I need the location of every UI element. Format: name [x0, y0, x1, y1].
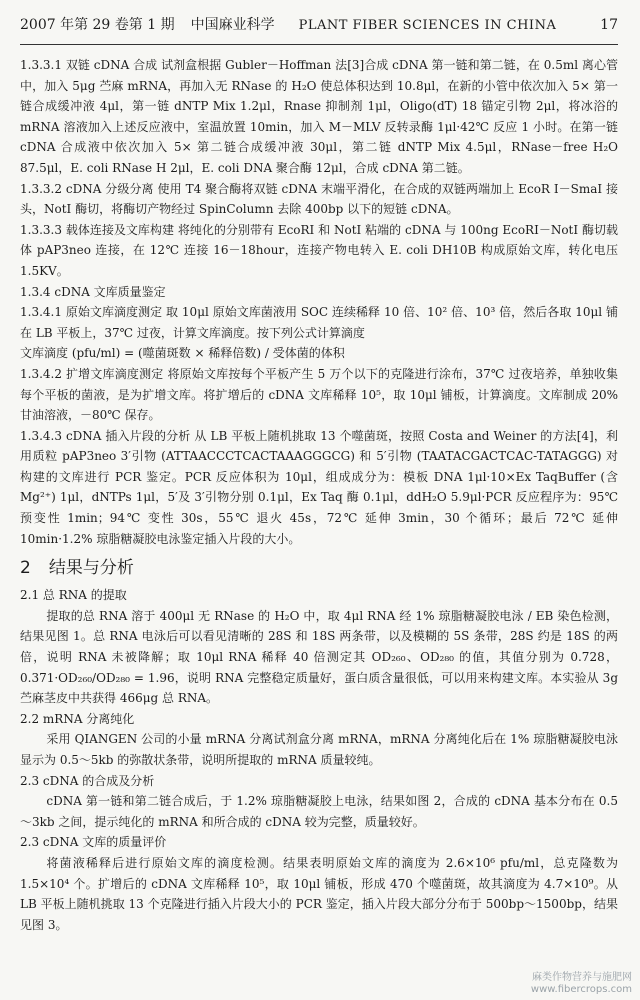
paragraph-23: cDNA 第一链和第二链合成后，于 1.2% 琼脂糖凝胶上电泳，结果如图 2，合成的 cDNA 基本分布在 0.5～3kb 之间，提示纯化的 mRNA 和所合成的 cDNA 较为完整，质量较好。	[20, 794, 618, 829]
heading-134: 1.3.4 cDNA 文库质量鉴定	[20, 284, 166, 299]
site-watermark	[531, 972, 632, 996]
paragraph-1333: 1.3.3.3 载体连接及文库构建 将纯化的分别带有 EcoRI 和 NotI 粘端的 cDNA 与 100ng EcoRI－NotI 酶切载体 pAP3neo 连接，在 12℃ 连接 16－18hour，连接产物电转入 E. coli DH10B 构成原始文库，转化电压 1.5KV。	[20, 222, 618, 278]
paragraph-22: 采用 QIANGEN 公司的小量 mRNA 分离试剂盒分离 mRNA，mRNA 分离纯化后在 1% 琼脂糖凝胶电泳显示为 0.5～5kb 的弥散状条带，说明所提取的 mRNA 质量较纯。	[20, 732, 618, 767]
article-body	[20, 55, 618, 935]
paragraph-1331: 1.3.3.1 双链 cDNA 合成 试剂盒根据 Gubler－Hoffman 法[3]合成 cDNA 第一链和第二链，在 0.5ml 离心管中，加入 5μg 苎麻 mRNA，再加入无 RNase 的 H₂O 使总体积达到 10.8μl，在新的小管中依次加入 5× 第一链合成缓冲液 4μl，第一链 dNTP Mix 1.2μl，Rnase 抑制剂 1μl，Oligo(dT) 18 锚定引物 2μl，将冰浴的 mRNA 溶液加入上述反应液中，室温放置 10min，加入 M－MLV 反转录酶 1μl·42℃ 反应 1 小时。在第一链 cDNA 合成液中依次加入 5× 第二链合成缓冲液 30μl，第二链 dNTP Mix 4.5μl，RNase－free H₂O 87.5μl，E. coli RNase H 2μl，E. coli DNA 聚合酶 12μl，合成 cDNA 第二链。	[20, 58, 618, 175]
journal-title-cn: 中国麻业科学	[190, 17, 275, 33]
paragraph-1332: 1.3.3.2 cDNA 分级分离 使用 T4 聚合酶将双链 cDNA 末端平滑化，在合成的双链两端加上 EcoR I－SmaI 接头，NotI 酶切，将酶切产物经过 SpinColumn 去除 400bp 以下的短链 cDNA。	[20, 181, 618, 217]
watermark-line-2: www.fibercrops.com	[530, 984, 632, 995]
paragraph-1341: 1.3.4.1 原始文库滴度测定 取 10μl 原始文库菌液用 SOC 连续稀释 10 倍、10² 倍、10³ 倍，然后各取 10μl 铺在 LB 平板上，37℃ 过夜，计算文库滴度。按下列公式计算滴度	[20, 305, 618, 340]
section-2-heading	[20, 557, 618, 579]
heading-22: 2.2 mRNA 分离纯化	[20, 711, 135, 726]
journal-title-en: PLANT FIBER SCIENCES IN CHINA	[298, 18, 557, 33]
titer-formula: 文库滴度 (pfu/ml) = (噬菌斑数 × 稀释倍数) / 受体菌的体积	[20, 346, 345, 361]
paragraph-1343: 1.3.4.3 cDNA 插入片段的分析 从 LB 平板上随机挑取 13 个噬菌斑，按照 Costa and Weiner 的方法[4]，利用质粒 pAP3neo 3′引物 (ATTAACCCTCACTAAAGGGCG) 和 5′引物 (TAATACGACTCAC-TATAGGG) 对构建的文库进行 PCR 鉴定。PCR 反应体积为 10μl，组成成分为：模板 DNA 1μl·10×Ex TaqBuffer (含 Mg²⁺) 1μl，dNTPs 1μl，5′及 3′引物分别 0.1μl，Ex Taq 酶 0.1μl，ddH₂O 5.9μl·PCR 反应程序为：95℃ 预变性 1min；94℃ 变性 30s，55℃ 退火 45s，72℃ 延伸 3min，30 个循环；最后 72℃ 延伸 10min·1.2% 琼脂糖凝胶电泳鉴定插入片段的大小。	[20, 428, 618, 546]
paragraph-1342: 1.3.4.2 扩增文库滴度测定 将原始文库按每个平板产生 5 万个以下的克隆进行涂布，37℃ 过夜培养，单独收集每个平板的菌液，是为扩增文库。将扩增后的 cDNA 文库稀释 10⁵，取 10μl 铺板，计算滴度。文库制成 20% 甘油溶液，－80℃ 保存。	[20, 366, 618, 423]
heading-23-quality: 2.3 cDNA 文库的质量评价	[20, 835, 167, 850]
section-title: 结果与分析	[48, 558, 134, 579]
heading-23: 2.3 cDNA 的合成及分析	[20, 773, 155, 788]
running-header	[20, 14, 618, 45]
watermark-line-1: 麻类作物营养与施肥网	[532, 972, 632, 983]
page-number: 17	[600, 17, 618, 33]
paragraph-21: 提取的总 RNA 溶于 400μl 无 RNase 的 H₂O 中，取 4μl RNA 经 1% 琼脂糖凝胶电泳 / EB 染色检测，结果见图 1。总 RNA 电泳后可以看见清晰的 28S 和 18S 两条带，以及模糊的 5S 条带，28S 约是 18S 的两倍，说明 RNA 未被降解；取 10μl RNA 稀释 40 倍测定其 OD₂₆₀、OD₂₈₀ 的值，其值分别为 0.728，0.371·OD₂₆₀/OD₂₈₀ = 1.96，说明 RNA 完整稳定质量好，蛋白质含量很低，可以用来构建文库。本实验从 3g 苎麻茎皮中共获得 466μg 总 RNA。	[20, 608, 618, 706]
section-number: 2	[20, 558, 31, 579]
paragraph-23-quality: 将菌液稀释后进行原始文库的滴度检测。结果表明原始文库的滴度为 2.6×10⁶ pfu/ml，总克隆数为 1.5×10⁴ 个。扩增后的 cDNA 文库稀释 10⁵，取 10μl 铺板，形成 470 个噬菌斑，故其滴度为 4.7×10⁹。从 LB 平板上随机挑取 13 个克隆进行插入片段大小的 PCR 鉴定，插入片段大部分分布于 500bp～1500bp，结果见图 3。	[20, 855, 618, 932]
heading-21: 2.1 总 RNA 的提取	[20, 588, 127, 603]
issue-info: 2007 年第 29 卷第 1 期	[20, 17, 175, 33]
